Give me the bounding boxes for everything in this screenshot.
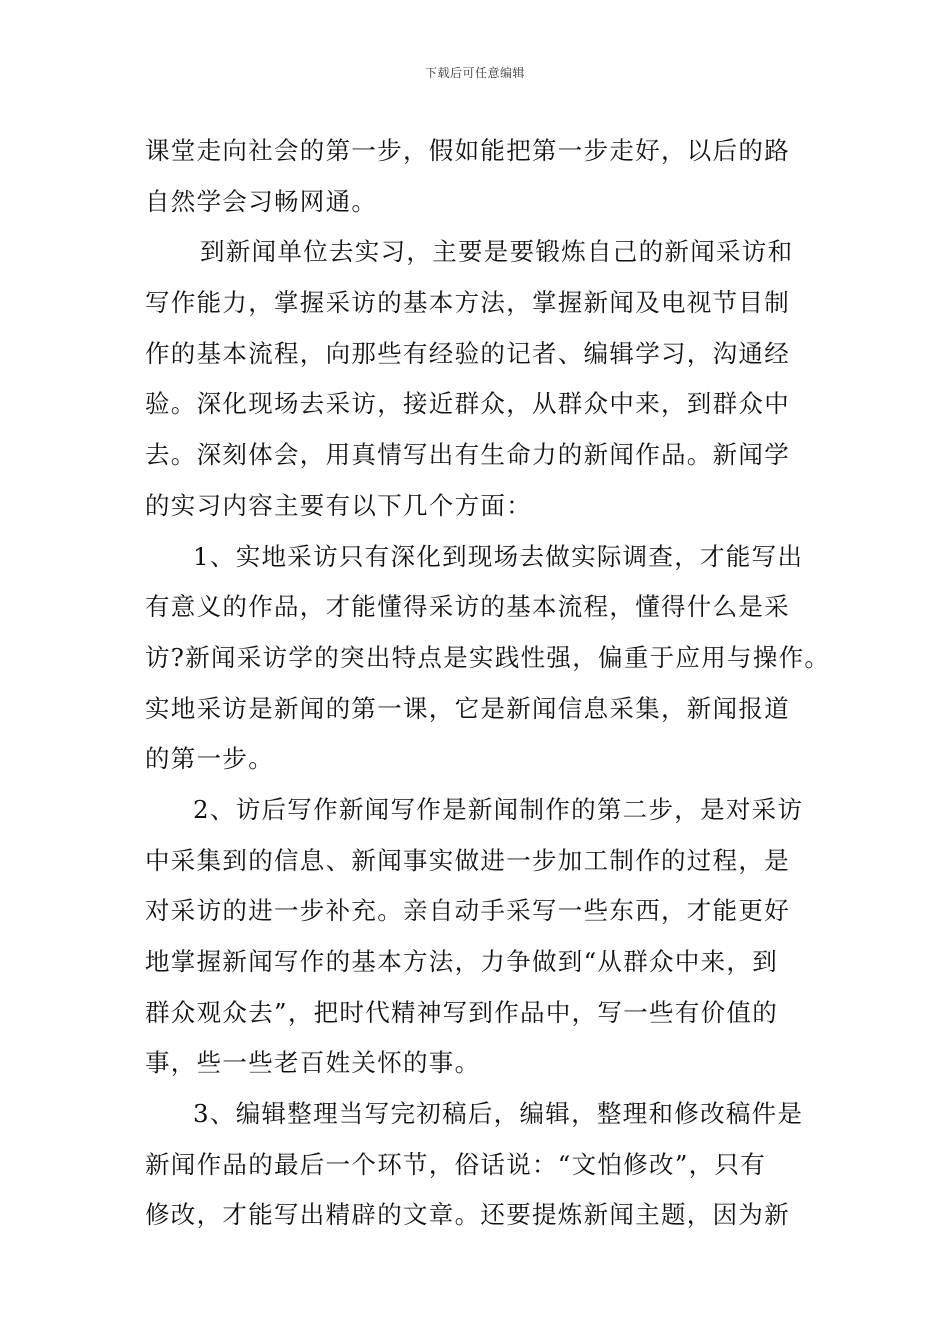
paragraph-4-line-2: 中采集到的信息、新闻事实做进一步加工制作的过程，是 <box>145 845 790 875</box>
paragraph-2-line-2: 写作能力，掌握采访的基本方法，掌握新闻及电视节目制 <box>145 288 790 318</box>
paragraph-4-line-4: 地掌握新闻写作的基本方法，力争做到“从群众中来，到 <box>145 947 779 976</box>
paragraph-3-line-3: 访?新闻采访学的突出特点是实践性强，偏重于应用与操作。 <box>145 642 831 672</box>
page-header: 下载后可任意编辑 <box>424 66 525 80</box>
paragraph-2-line-4: 验。深化现场去采访，接近群众，从群众中来，到群众中 <box>145 389 790 419</box>
paragraph-5-line-2: 新闻作品的最后一个环节，俗话说：“文怕修改”，只有 <box>145 1149 767 1179</box>
paragraph-2-line-1: 到新闻单位去实习，主要是要锻炼自己的新闻采访和 <box>200 237 794 267</box>
paragraph-4-line-3: 对采访的进一步补充。亲自动手采写一些东西，才能更好 <box>145 896 790 926</box>
paragraph-1-line-2: 自然学会习畅网通。 <box>145 186 378 216</box>
paragraph-4-line-6: 事，些一些老百姓关怀的事。 <box>145 1048 481 1078</box>
paragraph-1-line-1: 课堂走向社会的第一步，假如能把第一步走好，以后的路 <box>145 136 790 165</box>
paragraph-2-line-5: 去。深刻体会，用真情写出有生命力的新闻作品。新闻学 <box>145 440 790 470</box>
paragraph-3-line-5: 的第一步。 <box>145 744 274 774</box>
paragraph-4-line-5: 群众观众去”，把时代精神写到作品中，写一些有价值的 <box>145 997 779 1027</box>
document-body <box>145 126 831 1241</box>
paragraph-2-line-3: 作的基本流程，向那些有经验的记者、编辑学习，沟通经 <box>145 338 790 368</box>
paragraph-3-line-4: 实地采访是新闻的第一课，它是新闻信息采集，新闻报道 <box>145 693 790 723</box>
paragraph-5-line-1: 3、编辑整理当写完初稿后，编辑，整理和修改稿件是 <box>193 1099 804 1129</box>
paragraph-2-line-6: 的实习内容主要有以下几个方面： <box>145 490 532 520</box>
paragraph-3-line-2: 有意义的作品，才能懂得采访的基本流程，懂得什么是采 <box>145 592 790 622</box>
paragraph-4-line-1: 2、访后写作新闻写作是新闻制作的第二步，是对采访 <box>193 794 804 824</box>
paragraph-5-line-3: 修改，才能写出精辟的文章。还要提炼新闻主题，因为新 <box>145 1200 790 1230</box>
paragraph-3-line-1: 1、实地采访只有深化到现场去做实际调查，才能写出 <box>193 541 804 571</box>
